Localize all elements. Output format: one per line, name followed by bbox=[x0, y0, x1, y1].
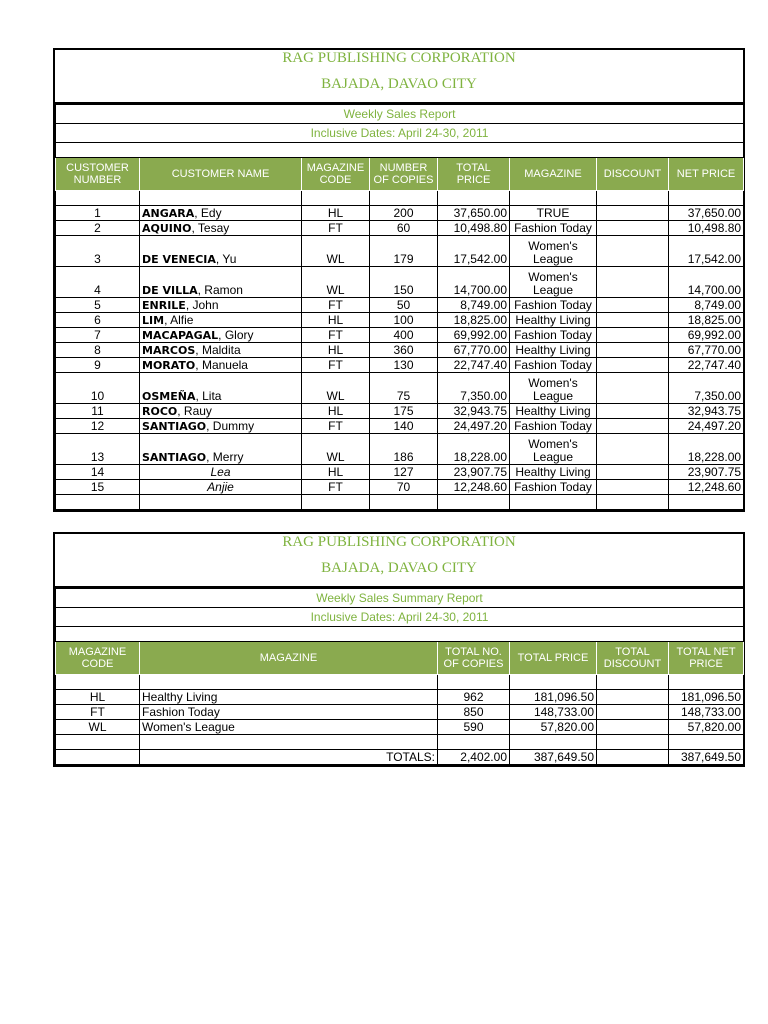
customer-number: 2 bbox=[56, 221, 140, 236]
customer-last-name: ANGARA bbox=[142, 206, 195, 220]
company-name: RAG PUBLISHING CORPORATION bbox=[282, 50, 516, 66]
magazine-name: TRUE bbox=[510, 206, 597, 221]
customer-first-name: , Merry bbox=[206, 450, 244, 464]
discount bbox=[597, 358, 669, 373]
discount bbox=[597, 404, 669, 419]
customer-number: 9 bbox=[56, 358, 140, 373]
customer-name bbox=[140, 419, 302, 434]
column-headers bbox=[56, 158, 744, 191]
table-row bbox=[56, 206, 744, 221]
table-row bbox=[56, 720, 744, 735]
magazine-name: Women's League bbox=[510, 267, 597, 298]
net-price: 14,700.00 bbox=[669, 267, 744, 298]
magazine-name: Healthy Living bbox=[510, 313, 597, 328]
summary-rows bbox=[56, 690, 744, 735]
discount bbox=[597, 434, 669, 465]
customer-first-name: Anjie bbox=[207, 479, 234, 494]
total-price: 18,825.00 bbox=[438, 313, 510, 328]
customer-first-name: , Ramon bbox=[197, 283, 243, 297]
magazine-code: HL bbox=[302, 404, 370, 419]
number-of-copies: 179 bbox=[370, 236, 438, 267]
customer-first-name: , Glory bbox=[218, 327, 254, 342]
total-price: 32,943.75 bbox=[438, 404, 510, 419]
total-price: 67,770.00 bbox=[438, 343, 510, 358]
table-row bbox=[56, 358, 744, 373]
customer-first-name: , Rauy bbox=[177, 403, 212, 418]
report-header bbox=[55, 534, 743, 588]
customer-first-name: , Manuela bbox=[195, 357, 248, 372]
table-row bbox=[56, 705, 744, 720]
magazine-code: WL bbox=[302, 236, 370, 267]
discount bbox=[597, 465, 669, 480]
total-price: 10,498.80 bbox=[438, 221, 510, 236]
total-price: 12,248.60 bbox=[438, 480, 510, 495]
customer-first-name: , Alfie bbox=[164, 312, 194, 327]
number-of-copies: 100 bbox=[370, 313, 438, 328]
header-total-price: TOTAL PRICE bbox=[510, 642, 597, 675]
total-discount bbox=[597, 720, 669, 735]
customer-name bbox=[140, 480, 302, 495]
number-of-copies: 60 bbox=[370, 221, 438, 236]
customer-last-name: MORATO bbox=[142, 358, 196, 372]
totals-discount bbox=[597, 750, 669, 765]
totals-net: 387,649.50 bbox=[669, 750, 744, 765]
customer-last-name: OSMEÑA bbox=[142, 390, 196, 403]
report-dates: Inclusive Dates: April 24-30, 2011 bbox=[56, 608, 744, 627]
discount bbox=[597, 313, 669, 328]
magazine-name: Healthy Living bbox=[510, 343, 597, 358]
magazine-code: FT bbox=[56, 705, 140, 720]
magazine-code: FT bbox=[302, 328, 370, 343]
net-price: 24,497.20 bbox=[669, 419, 744, 434]
header-magazine: MAGAZINE bbox=[140, 642, 438, 675]
net-price: 18,825.00 bbox=[669, 313, 744, 328]
discount bbox=[597, 419, 669, 434]
total-price: 18,228.00 bbox=[438, 434, 510, 465]
company-name: RAG PUBLISHING CORPORATION bbox=[282, 534, 516, 550]
net-price: 18,228.00 bbox=[669, 434, 744, 465]
table-row bbox=[56, 404, 744, 419]
magazine-name: Women's League bbox=[140, 720, 438, 735]
customer-last-name: LIM bbox=[142, 313, 165, 327]
magazine-name: Healthy Living bbox=[510, 465, 597, 480]
blank-row bbox=[56, 735, 744, 750]
customer-number: 1 bbox=[56, 206, 140, 221]
number-of-copies: 70 bbox=[370, 480, 438, 495]
blank-row bbox=[56, 495, 744, 510]
header-customer-number: CUSTOMER NUMBER bbox=[56, 158, 140, 191]
customer-number: 15 bbox=[56, 480, 140, 495]
magazine-code: FT bbox=[302, 358, 370, 373]
magazine-name: Women's League bbox=[510, 236, 597, 267]
table-row bbox=[56, 313, 744, 328]
discount bbox=[597, 221, 669, 236]
table-row bbox=[56, 343, 744, 358]
header-customer-name: CUSTOMER NAME bbox=[140, 158, 302, 191]
blank-row bbox=[56, 191, 744, 206]
discount bbox=[597, 236, 669, 267]
header-number-of-copies: NUMBER OF COPIES bbox=[370, 158, 438, 191]
header-total-price: TOTAL PRICE bbox=[438, 158, 510, 191]
magazine-name: Fashion Today bbox=[510, 328, 597, 343]
magazine-code: HL bbox=[56, 690, 140, 705]
report-subtitle: Weekly Sales Summary Report bbox=[56, 589, 744, 608]
number-of-copies: 150 bbox=[370, 267, 438, 298]
total-copies: 590 bbox=[438, 720, 510, 735]
header-total-net-price: TOTAL NET PRICE bbox=[669, 642, 744, 675]
customer-number: 7 bbox=[56, 328, 140, 343]
customer-name bbox=[140, 373, 302, 404]
total-discount bbox=[597, 705, 669, 720]
magazine-code: WL bbox=[302, 373, 370, 404]
total-price: 17,542.00 bbox=[438, 236, 510, 267]
customer-name bbox=[140, 404, 302, 419]
customer-name bbox=[140, 236, 302, 267]
net-price: 8,749.00 bbox=[669, 298, 744, 313]
total-copies: 962 bbox=[438, 690, 510, 705]
net-price: 67,770.00 bbox=[669, 343, 744, 358]
column-headers bbox=[56, 642, 744, 675]
customer-number: 4 bbox=[56, 267, 140, 298]
total-price: 181,096.50 bbox=[510, 690, 597, 705]
table-row bbox=[56, 373, 744, 404]
discount bbox=[597, 480, 669, 495]
total-price: 57,820.00 bbox=[510, 720, 597, 735]
net-price: 37,650.00 bbox=[669, 206, 744, 221]
table-row bbox=[56, 465, 744, 480]
net-price: 12,248.60 bbox=[669, 480, 744, 495]
discount bbox=[597, 267, 669, 298]
customer-number: 12 bbox=[56, 419, 140, 434]
total-net-price: 181,096.50 bbox=[669, 690, 744, 705]
customer-first-name: , Lita bbox=[195, 389, 222, 403]
magazine-code: WL bbox=[302, 434, 370, 465]
magazine-name: Fashion Today bbox=[510, 221, 597, 236]
magazine-name: Women's League bbox=[510, 434, 597, 465]
report-subtitle: Weekly Sales Report bbox=[56, 105, 744, 124]
blank-row bbox=[56, 627, 744, 642]
net-price: 7,350.00 bbox=[669, 373, 744, 404]
discount bbox=[597, 298, 669, 313]
customer-name bbox=[140, 358, 302, 373]
total-price: 24,497.20 bbox=[438, 419, 510, 434]
customer-first-name: , Dummy bbox=[206, 418, 255, 433]
total-copies: 850 bbox=[438, 705, 510, 720]
magazine-code: FT bbox=[302, 480, 370, 495]
customer-first-name: , Maldita bbox=[195, 342, 241, 357]
blank-row bbox=[56, 143, 744, 158]
customer-name bbox=[140, 267, 302, 298]
customer-number: 13 bbox=[56, 434, 140, 465]
discount bbox=[597, 328, 669, 343]
magazine-name: Healthy Living bbox=[140, 690, 438, 705]
totals-price: 387,649.50 bbox=[510, 750, 597, 765]
customer-last-name: MARCOS bbox=[142, 343, 196, 357]
header-magazine-code: MAGAZINE CODE bbox=[302, 158, 370, 191]
magazine-code: WL bbox=[56, 720, 140, 735]
customer-number: 8 bbox=[56, 343, 140, 358]
number-of-copies: 50 bbox=[370, 298, 438, 313]
customer-name bbox=[140, 465, 302, 480]
total-price: 8,749.00 bbox=[438, 298, 510, 313]
magazine-code: FT bbox=[302, 298, 370, 313]
magazine-code: FT bbox=[302, 221, 370, 236]
customer-name bbox=[140, 313, 302, 328]
customer-last-name: MACAPAGAL bbox=[142, 328, 219, 342]
number-of-copies: 75 bbox=[370, 373, 438, 404]
net-price: 23,907.75 bbox=[669, 465, 744, 480]
discount bbox=[597, 206, 669, 221]
total-price: 69,992.00 bbox=[438, 328, 510, 343]
number-of-copies: 400 bbox=[370, 328, 438, 343]
customer-last-name: ENRILE bbox=[142, 298, 186, 312]
magazine-name: Healthy Living bbox=[510, 404, 597, 419]
magazine-code: WL bbox=[302, 267, 370, 298]
total-price: 7,350.00 bbox=[438, 373, 510, 404]
magazine-name: Fashion Today bbox=[510, 480, 597, 495]
net-price: 10,498.80 bbox=[669, 221, 744, 236]
customer-first-name: , John bbox=[185, 297, 219, 312]
customer-name bbox=[140, 221, 302, 236]
header-total-copies: TOTAL NO. OF COPIES bbox=[438, 642, 510, 675]
total-discount bbox=[597, 690, 669, 705]
total-price: 148,733.00 bbox=[510, 705, 597, 720]
table-row bbox=[56, 236, 744, 267]
table-row bbox=[56, 328, 744, 343]
discount bbox=[597, 373, 669, 404]
table-row bbox=[56, 221, 744, 236]
number-of-copies: 127 bbox=[370, 465, 438, 480]
number-of-copies: 130 bbox=[370, 358, 438, 373]
magazine-name: Women's League bbox=[510, 373, 597, 404]
magazine-name: Fashion Today bbox=[510, 298, 597, 313]
magazine-name: Fashion Today bbox=[140, 705, 438, 720]
discount bbox=[597, 343, 669, 358]
magazine-code: HL bbox=[302, 206, 370, 221]
table-row bbox=[56, 480, 744, 495]
totals-copies: 2,402.00 bbox=[438, 750, 510, 765]
header-magazine-code: MAGAZINE CODE bbox=[56, 642, 140, 675]
header-total-discount: TOTAL DISCOUNT bbox=[597, 642, 669, 675]
totals-label: TOTALS: bbox=[140, 750, 438, 765]
customer-first-name: , Yu bbox=[215, 252, 237, 266]
customer-name bbox=[140, 206, 302, 221]
total-price: 14,700.00 bbox=[438, 267, 510, 298]
net-price: 32,943.75 bbox=[669, 404, 744, 419]
number-of-copies: 175 bbox=[370, 404, 438, 419]
blank-row bbox=[56, 675, 744, 690]
number-of-copies: 140 bbox=[370, 419, 438, 434]
magazine-code: HL bbox=[302, 343, 370, 358]
customer-number: 3 bbox=[56, 236, 140, 267]
table-row bbox=[56, 267, 744, 298]
customer-name bbox=[140, 343, 302, 358]
table-row bbox=[56, 434, 744, 465]
magazine-name: Fashion Today bbox=[510, 419, 597, 434]
magazine-code: HL bbox=[302, 313, 370, 328]
report-header bbox=[55, 50, 743, 104]
net-price: 17,542.00 bbox=[669, 236, 744, 267]
totals-row bbox=[56, 750, 744, 765]
customer-number: 10 bbox=[56, 373, 140, 404]
customer-name bbox=[140, 434, 302, 465]
customer-number: 5 bbox=[56, 298, 140, 313]
header-net-price: NET PRICE bbox=[669, 158, 744, 191]
customer-first-name: , Edy bbox=[194, 205, 222, 220]
customer-last-name: SANTIAGO bbox=[142, 451, 207, 464]
table-row bbox=[56, 419, 744, 434]
table-row bbox=[56, 690, 744, 705]
sales-table bbox=[55, 104, 744, 510]
customer-number: 11 bbox=[56, 404, 140, 419]
customer-last-name: AQUINO bbox=[142, 221, 192, 235]
customer-number: 6 bbox=[56, 313, 140, 328]
summary-table bbox=[55, 588, 744, 765]
customer-last-name: ROCO bbox=[142, 404, 178, 418]
customer-last-name: SANTIAGO bbox=[142, 419, 207, 433]
net-price: 69,992.00 bbox=[669, 328, 744, 343]
magazine-code: HL bbox=[302, 465, 370, 480]
customer-last-name: DE VILLA bbox=[142, 284, 198, 297]
company-address: BAJADA, DAVAO CITY bbox=[321, 560, 477, 576]
total-price: 23,907.75 bbox=[438, 465, 510, 480]
total-net-price: 148,733.00 bbox=[669, 705, 744, 720]
company-address: BAJADA, DAVAO CITY bbox=[321, 76, 477, 92]
customer-number: 14 bbox=[56, 465, 140, 480]
sales-rows bbox=[56, 206, 744, 495]
customer-first-name: , Tesay bbox=[191, 220, 230, 235]
weekly-summary-report bbox=[53, 532, 745, 767]
header-magazine: MAGAZINE bbox=[510, 158, 597, 191]
magazine-code: FT bbox=[302, 419, 370, 434]
table-row bbox=[56, 298, 744, 313]
number-of-copies: 186 bbox=[370, 434, 438, 465]
header-discount: DISCOUNT bbox=[597, 158, 669, 191]
customer-last-name: DE VENECIA bbox=[142, 253, 216, 266]
net-price: 22,747.40 bbox=[669, 358, 744, 373]
total-price: 22,747.40 bbox=[438, 358, 510, 373]
weekly-sales-report bbox=[53, 48, 745, 512]
customer-name bbox=[140, 328, 302, 343]
total-price: 37,650.00 bbox=[438, 206, 510, 221]
magazine-name: Fashion Today bbox=[510, 358, 597, 373]
customer-name bbox=[140, 298, 302, 313]
number-of-copies: 200 bbox=[370, 206, 438, 221]
total-net-price: 57,820.00 bbox=[669, 720, 744, 735]
number-of-copies: 360 bbox=[370, 343, 438, 358]
report-dates: Inclusive Dates: April 24-30, 2011 bbox=[56, 124, 744, 143]
customer-first-name: Lea bbox=[210, 464, 231, 479]
